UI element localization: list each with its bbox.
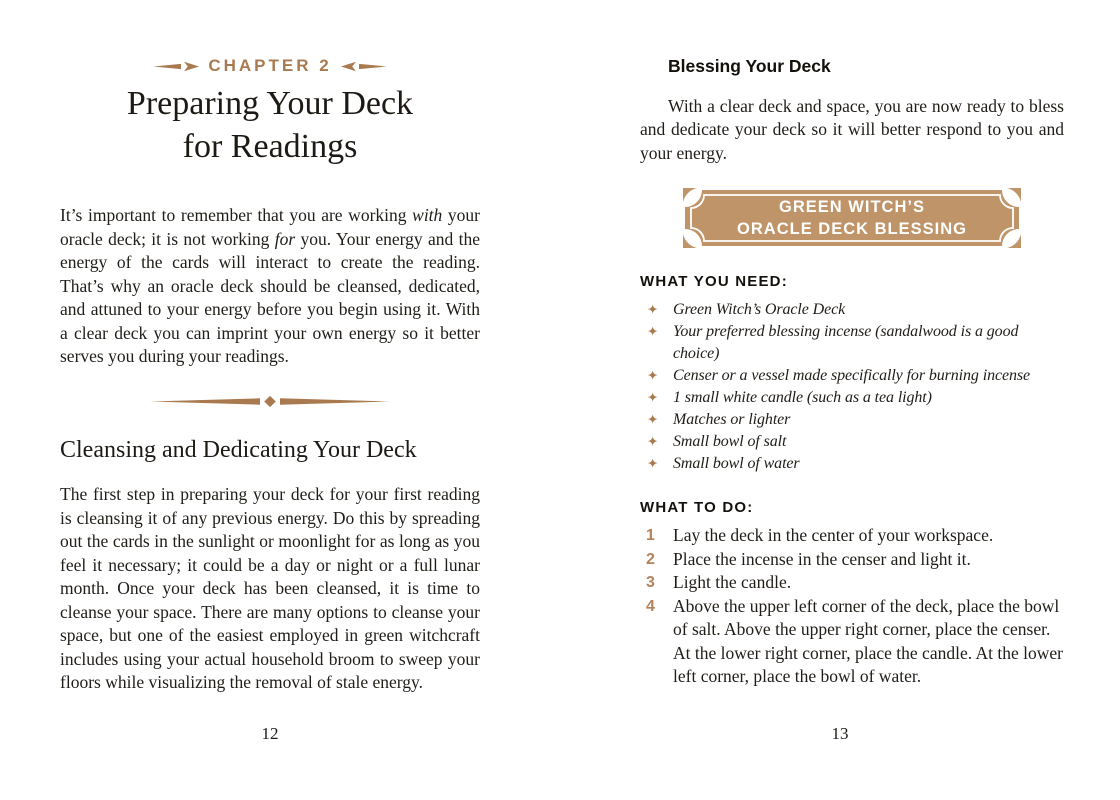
section-divider — [60, 395, 480, 413]
chapter-title — [60, 82, 480, 168]
need-item-text: Small bowl of salt — [673, 433, 787, 450]
star-bullet-icon: ✦ — [647, 324, 659, 339]
list-item — [640, 548, 1064, 572]
list-item — [640, 299, 1064, 321]
star-bullet-icon: ✦ — [647, 412, 659, 427]
divider-ornament-icon — [150, 395, 390, 408]
star-bullet-icon: ✦ — [647, 368, 659, 383]
list-item — [640, 431, 1064, 453]
intro-text: you. Your energy and the energy of the cards will interact to create the reading. That’s why an oracle deck should be cleansed, dedicated, and attuned to your energy before you begin using it. With a clear deck you can imprint your own energy so it better serves you during your readings. — [60, 228, 480, 366]
list-item — [640, 321, 1064, 365]
chapter-header — [60, 56, 480, 76]
step-text: Light the candle. — [673, 572, 792, 592]
what-you-need-list — [640, 299, 1064, 475]
step-number: 1 — [646, 527, 655, 544]
what-to-do-list — [640, 524, 1064, 689]
star-bullet-icon: ✦ — [647, 456, 659, 471]
list-item — [640, 571, 1064, 595]
need-item-text: Your preferred blessing incense (sandalwood is a good choice) — [673, 323, 1019, 362]
step-number: 4 — [646, 597, 655, 615]
need-item-text: Small bowl of water — [673, 455, 800, 472]
star-bullet-icon: ✦ — [647, 434, 659, 449]
page-right — [560, 0, 1120, 800]
intro-italic-word: with — [412, 205, 443, 225]
section-paragraph: The first step in preparing your deck for your first reading is cleansing it of any previous energy. Do this by spreading out the cards in the sunlight or moonlight for as long as you feel it necessary; it could be a day or night or a full lunar month. Once your deck has been cleansed, it is time to cleanse your space. There are many options to cleanse your space, but one of the easiest employed in green witchcraft includes using your actual household broom to sweep your floors while visualizing the removal of stale energy. — [60, 484, 480, 693]
step-text: Lay the deck in the center of your workspace. — [673, 525, 994, 545]
what-you-need-label: WHAT YOU NEED: — [640, 273, 788, 290]
step-text: Above the upper left corner of the deck, place the bowl of salt. Above the upper right corner, place the censer. At the lower right corner, place the candle. At the lower left corner, place the bowl of water. — [673, 595, 1063, 686]
list-item — [640, 524, 1064, 548]
chapter-title-line2: for Readings — [182, 128, 358, 165]
section-heading: Cleansing and Dedicating Your Deck — [60, 436, 417, 463]
page-number-left: 12 — [261, 724, 279, 743]
intro-text: It’s important to remember that you are working — [60, 205, 413, 225]
intro-italic-word: for — [274, 228, 296, 249]
plaque-title-line2: ORACLE DECK BLESSING — [737, 220, 967, 238]
list-item — [640, 595, 1064, 689]
blessing-plaque — [682, 187, 1022, 249]
step-number: 3 — [646, 574, 655, 591]
star-bullet-icon: ✦ — [647, 302, 659, 317]
plaque-title — [682, 187, 1022, 249]
arrow-ornament-left-icon — [153, 61, 199, 72]
blessing-subhead: Blessing Your Deck — [668, 56, 831, 76]
chapter-title-line1: Preparing Your Deck — [126, 85, 414, 122]
step-text: Place the incense in the censer and light it. — [673, 548, 971, 569]
need-item-text: Green Witch’s Oracle Deck — [673, 301, 846, 318]
intro-text: your oracle deck; it is not working — [60, 205, 480, 249]
blessing-intro-paragraph: With a clear deck and space, you are now ready to bless and dedicate your deck so it will better respond to you and your energy. — [640, 95, 1064, 163]
need-item-text: Censer or a vessel made specifically for burning incense — [673, 367, 1030, 384]
step-number: 2 — [646, 550, 655, 568]
page-number-right: 13 — [831, 724, 849, 743]
need-item-text: Matches or lighter — [673, 411, 791, 428]
what-to-do-label: WHAT TO DO: — [640, 499, 754, 516]
list-item — [640, 409, 1064, 431]
chapter-label: CHAPTER 2 — [208, 56, 332, 75]
arrow-ornament-right-icon — [341, 61, 387, 72]
left-page-content — [60, 0, 480, 712]
chapter-intro-paragraph — [60, 204, 480, 369]
list-item — [640, 453, 1064, 475]
list-item — [640, 365, 1064, 387]
list-item — [640, 387, 1064, 409]
need-item-text: 1 small white candle (such as a tea light) — [673, 389, 932, 406]
right-page-content — [640, 0, 1064, 689]
plaque-title-line1: GREEN WITCH’S — [779, 198, 925, 216]
star-bullet-icon: ✦ — [647, 390, 659, 405]
